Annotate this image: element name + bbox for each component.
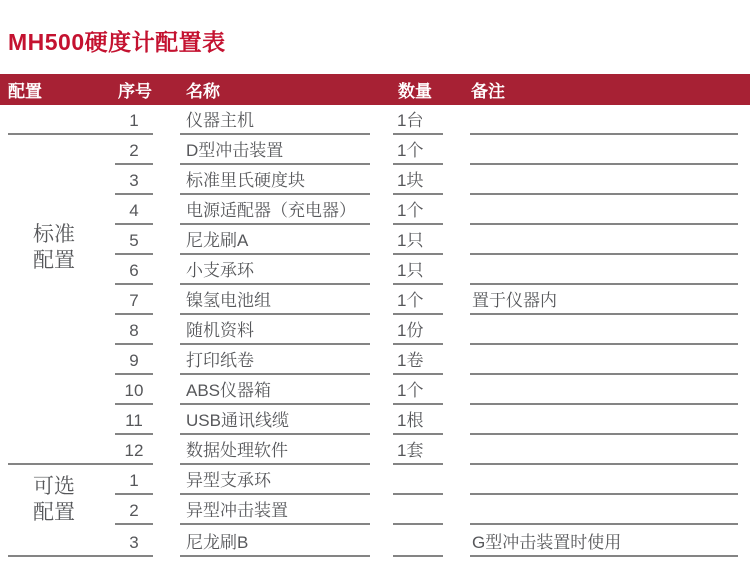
- row-name: ABS仪器箱: [180, 375, 370, 405]
- row-qty: [393, 525, 443, 557]
- row-seq: 6: [115, 255, 153, 285]
- table-row: [8, 345, 750, 375]
- row-remark: [470, 375, 738, 405]
- row-remark: G型冲击装置时使用: [470, 525, 738, 557]
- table-row: [8, 405, 750, 435]
- row-name: 电源适配器（充电器）: [180, 195, 370, 225]
- header-name: 名称: [186, 82, 220, 101]
- row-name: 镍氢电池组: [180, 285, 370, 315]
- row-name: 尼龙刷B: [180, 525, 370, 557]
- row-qty: 1个: [393, 285, 443, 315]
- config-group-cell: [8, 345, 115, 375]
- table-row: [8, 315, 750, 345]
- row-qty: 1只: [393, 225, 443, 255]
- config-group-cell: [8, 135, 115, 165]
- row-remark: [470, 495, 738, 525]
- header-config: 配置: [8, 82, 42, 101]
- row-seq: 1: [115, 105, 153, 135]
- row-remark: [470, 195, 738, 225]
- table-row: [8, 285, 750, 315]
- row-name: 仪器主机: [180, 105, 370, 135]
- page-title: MH500硬度计配置表: [8, 29, 226, 55]
- table-row: [8, 165, 750, 195]
- row-seq: 8: [115, 315, 153, 345]
- table-row: [8, 105, 750, 135]
- row-remark: [470, 255, 738, 285]
- row-qty: 1个: [393, 135, 443, 165]
- table-header-bar: [0, 74, 750, 105]
- row-name: 标准里氏硬度块: [180, 165, 370, 195]
- row-qty: 1台: [393, 105, 443, 135]
- table-row: [8, 225, 750, 255]
- group-label-optional: 可选配置: [33, 475, 75, 524]
- row-qty: 1只: [393, 255, 443, 285]
- header-qty: 数量: [398, 82, 432, 101]
- row-qty: 1卷: [393, 345, 443, 375]
- row-qty: [393, 495, 443, 525]
- config-group-cell: [8, 525, 115, 557]
- row-remark: [470, 135, 738, 165]
- config-group-cell: [8, 105, 115, 135]
- row-seq: 12: [115, 435, 153, 465]
- row-name: 小支承环: [180, 255, 370, 285]
- row-seq: 9: [115, 345, 153, 375]
- config-group-cell: [8, 375, 115, 405]
- row-seq: 7: [115, 285, 153, 315]
- config-group-cell: [8, 195, 115, 225]
- row-remark: [470, 345, 738, 375]
- row-qty: 1根: [393, 405, 443, 435]
- row-remark: [470, 225, 738, 255]
- row-remark: [470, 105, 738, 135]
- config-group-cell: [8, 435, 115, 465]
- table-row: [8, 435, 750, 465]
- row-seq: 1: [115, 465, 153, 495]
- table-header-row: [8, 74, 750, 105]
- row-seq: 5: [115, 225, 153, 255]
- row-qty: 1个: [393, 375, 443, 405]
- row-qty: 1块: [393, 165, 443, 195]
- row-name: D型冲击装置: [180, 135, 370, 165]
- row-seq: 3: [115, 165, 153, 195]
- row-qty: [393, 465, 443, 495]
- row-name: 尼龙刷A: [180, 225, 370, 255]
- header-seq: 序号: [118, 82, 152, 101]
- row-seq: 3: [115, 525, 153, 557]
- group-label-standard: 标准配置: [33, 223, 75, 272]
- row-name: 异型支承环: [180, 465, 370, 495]
- table-row: [8, 495, 750, 525]
- row-name: 数据处理软件: [180, 435, 370, 465]
- config-group-cell: [8, 405, 115, 435]
- config-group-cell: [8, 285, 115, 315]
- row-remark: [470, 465, 738, 495]
- row-remark: [470, 315, 738, 345]
- row-seq: 10: [115, 375, 153, 405]
- table-row: [8, 195, 750, 225]
- row-seq: 2: [115, 495, 153, 525]
- row-qty: 1份: [393, 315, 443, 345]
- row-remark: [470, 435, 738, 465]
- table-row: [8, 135, 750, 165]
- row-name: 打印纸卷: [180, 345, 370, 375]
- table-row: [8, 255, 750, 285]
- row-remark: 置于仪器内: [470, 285, 738, 315]
- row-qty: 1套: [393, 435, 443, 465]
- row-name: USB通讯线缆: [180, 405, 370, 435]
- row-remark: [470, 405, 738, 435]
- table-row: [8, 375, 750, 405]
- row-qty: 1个: [393, 195, 443, 225]
- row-seq: 2: [115, 135, 153, 165]
- table-row: [8, 465, 750, 495]
- table-row: [8, 525, 750, 557]
- row-name: 随机资料: [180, 315, 370, 345]
- row-seq: 4: [115, 195, 153, 225]
- header-remark: 备注: [471, 82, 505, 101]
- config-group-cell: [8, 165, 115, 195]
- config-group-cell: [8, 315, 115, 345]
- row-name: 异型冲击装置: [180, 495, 370, 525]
- table-body: [8, 105, 750, 557]
- row-seq: 11: [115, 405, 153, 435]
- row-remark: [470, 165, 738, 195]
